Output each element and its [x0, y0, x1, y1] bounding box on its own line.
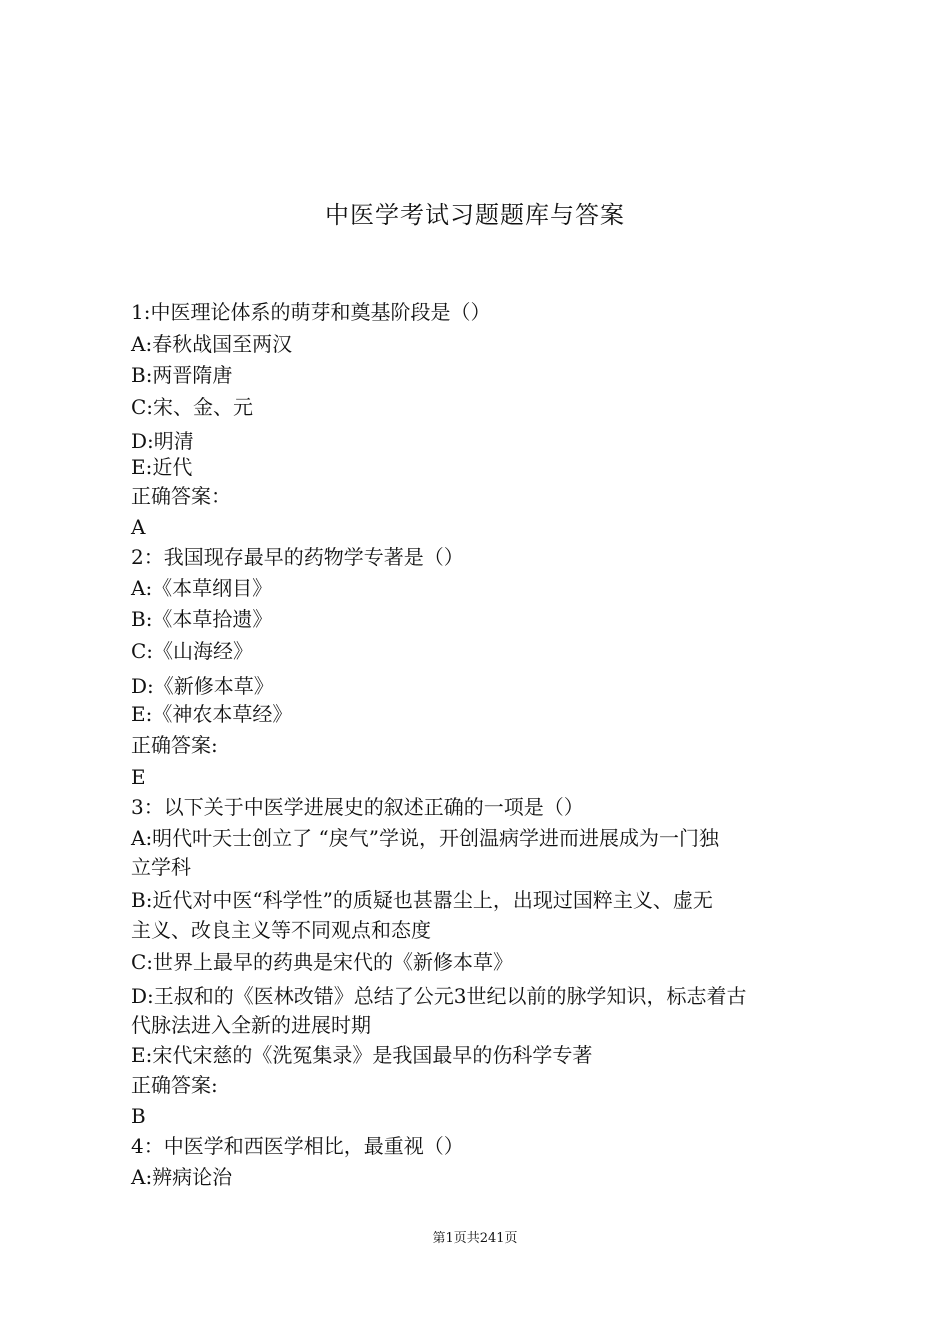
- question-1-option-a: A:春秋战国至两汉: [131, 332, 293, 356]
- question-3-answer-label: 正确答案:: [131, 1073, 218, 1097]
- question-3-text: 3：以下关于中医学进展史的叙述正确的一项是（）: [131, 795, 584, 819]
- question-3-option-e: E:宋代宋慈的《洗冤集录》是我国最早的伤科学专著: [131, 1043, 593, 1067]
- question-3-option-b-cont: 主义、改良主义等不同观点和态度: [131, 918, 431, 942]
- question-2-answer-label: 正确答案:: [131, 733, 218, 757]
- question-3-option-a-cont: 立学科: [131, 855, 191, 879]
- question-3-option-d: D:王叔和的《医林改错》总结了公元3世纪以前的脉学知识，标志着古: [131, 984, 747, 1008]
- question-1-answer-label: 正确答案：: [131, 484, 231, 508]
- question-2-option-c: C:《山海经》: [131, 639, 254, 663]
- question-2-option-d: D:《新修本草》: [131, 674, 274, 698]
- question-1-text: 1:中医理论体系的萌芽和奠基阶段是（）: [131, 300, 491, 324]
- question-1-option-c: C:宋、金、元: [131, 395, 254, 419]
- question-2-option-a: A:《本草纲目》: [131, 576, 273, 600]
- question-4-text: 4：中医学和西医学相比，最重视（）: [131, 1134, 464, 1158]
- question-3-option-b: B:近代对中医“科学性”的质疑也甚嚣尘上，出现过国粹主义、虚无: [131, 888, 713, 912]
- question-3-answer: B: [131, 1104, 146, 1128]
- page-footer: 第1页共241页: [432, 1231, 518, 1246]
- question-2-option-e: E:《神农本草经》: [131, 702, 293, 726]
- question-2-answer: E: [131, 765, 146, 789]
- question-3-option-d-cont: 代脉法进入全新的进展时期: [131, 1013, 371, 1037]
- question-1-option-b: B:两晋隋唐: [131, 363, 233, 387]
- page-title: 中医学考试习题题库与答案: [325, 201, 625, 229]
- question-2-text: 2：我国现存最早的药物学专著是（）: [131, 545, 464, 569]
- question-1-option-e: E:近代: [131, 455, 193, 479]
- question-4-option-a: A:辨病论治: [131, 1165, 233, 1189]
- question-1-option-d: D:明清: [131, 429, 194, 453]
- question-3-option-a: A:明代叶天士创立了 “戾气”学说，开创温病学进而进展成为一门独: [131, 826, 719, 850]
- question-3-option-c: C:世界上最早的药典是宋代的《新修本草》: [131, 950, 514, 974]
- question-1-answer: A: [131, 515, 146, 539]
- question-2-option-b: B:《本草拾遗》: [131, 607, 273, 631]
